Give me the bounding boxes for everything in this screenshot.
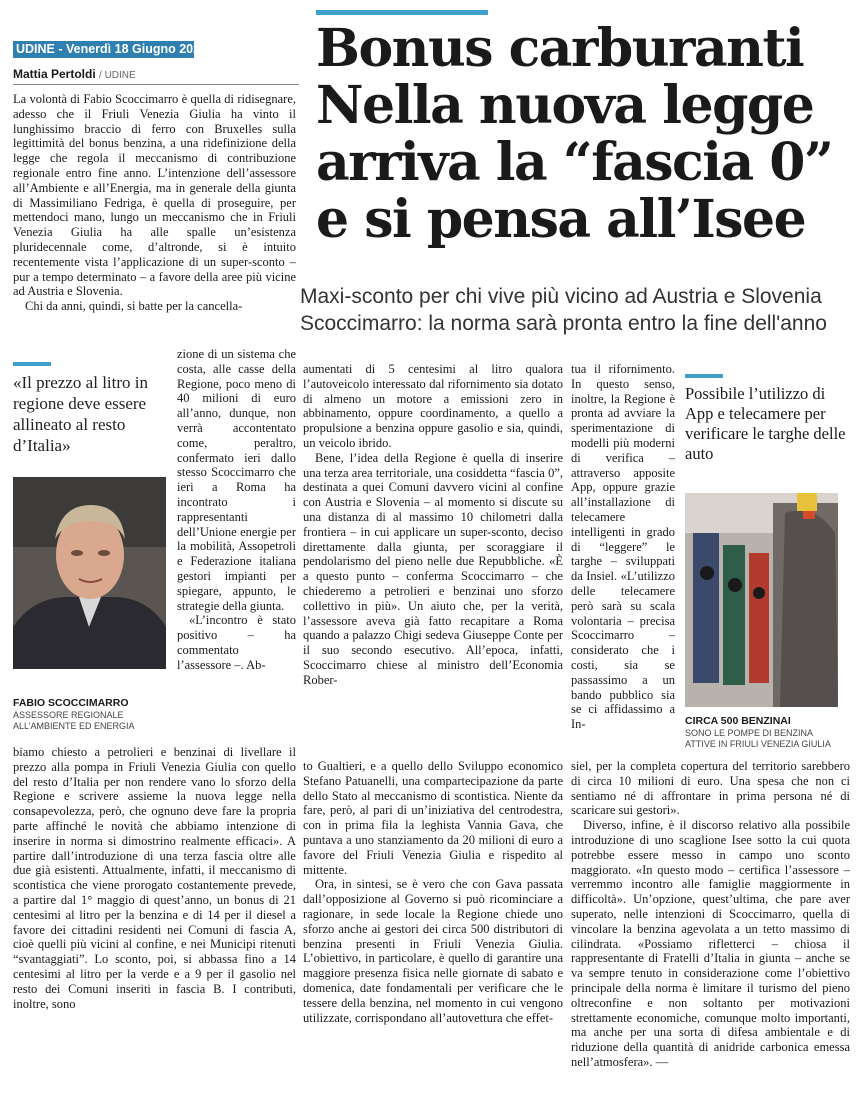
headline: Bonus carburanti Nella nuova legge arriva la “fascia 0” e si pensa all’Isee	[316, 18, 833, 250]
accent-rule	[316, 10, 488, 15]
author-location: / UDINE	[99, 70, 136, 81]
subheadline-line-2: Scoccimarro: la norma sarà pronta entro la fine dell'anno	[300, 312, 827, 335]
sidebar-accent	[685, 374, 723, 378]
portrait-caption-name: FABIO SCOCCIMARRO	[13, 697, 129, 709]
author-name: Mattia Pertoldi	[13, 67, 96, 81]
pump-caption-role-2: ATTIVE IN FRIULI VENEZIA GIULIA	[685, 739, 831, 749]
column-4-paragraph: Diverso, infine, è il discorso relativo alla possibile introduzione di uno scaglione Isee sotto la cui quota potrebbe essere messo in campo uno sconto maggiorato. «In questo modo – certifica l’assessore – verremmo incontro alle famiglie maggiormente in difficoltà». Un’opzione, quest’ultima, che pare aver superato, nelle intenzioni di Scoccimarro, quella di vincolare la benzina agevolata a un tetto massimo di cilindrata. «Possiamo rifletterci – chiosa il rappresentante di Fratelli d’Italia in giunta – anche se va sempre tenuto in considerazione come l’obiettivo principale della norma è limitare il turismo del pieno oltreconfine e non soltanto per motivazioni strettamente economiche, comunque molto importanti, ma anche per una sorta di difesa ambientale e di riduzione della quantità di anidride carbonica emessa nell’atmosfera». —	[571, 818, 850, 1069]
column-1-text: biamo chiesto a petrolieri e benzinai di livellare il prezzo alla pompa in Friuli Venezia Giulia con quello del resto d’Italia per non rendere vano lo sforzo della Regione e scrivere assieme la nuova legge nella consapevolezza, però, che ognuno deve fare la propria parte affinché le novità che abbiamo intenzione di inserire in norma si dimostrino realmente efficaci». A partire dall’introduzione di una terza fascia oltre alle due già esistenti. Attualmente, infatti, il meccanismo di scontistica che viene prorogato costantemente prevede, a partire dal 1° maggio di quest’anno, un bonus di 21 centesimi al litro per la benzina e di 14 per il diesel a favore dei cittadini residenti nei Comuni di fascia A, cioè quelli più vicini al confine, e nei Municipi ritenuti “svantaggiati”. Lo sconto, poi, si abbassa fino a 14 centesimi al litro per la verde e a 9 per il gasolio nel resto dei Comuni inseriti in fascia B. I contributi, inoltre, sono	[13, 745, 296, 1011]
quote-accent	[13, 362, 51, 366]
narrow-column	[177, 347, 296, 673]
column-3-text: tua il rifornimento. In questo senso, inoltre, la Regione è pronta ad avviare la sperimentazione di modelli più moderni di verifica – attraverso apposite App, oppure grazie all’installazione di telecamere intelligenti in grado di “leggere” le targhe – sviluppati da Insiel. «L’utilizzo delle telecamere però sarà su scala volontaria – precisa Scoccimarro – considerato che i costi, sia se passassimo a un bando pubblico sia se ci affidassimo a In-	[571, 362, 675, 732]
narrow-column-text: zione di un sistema che costa, alle casse della Regione, poco meno di 40 milioni di euro all’anno, dunque, non verrà accontentato come, peraltro, confermato ieri dallo stesso Scoccimarro che ieri a Roma ha incontrato i rappresentanti dell’Unione energie per la mobilità, Assopetroli e Federazione italiana gestori impianti per spiegare, appunto, le strategie della giunta.	[177, 347, 296, 613]
column-2-top	[303, 362, 563, 688]
intro-paragraph-2: Chi da anni, quindi, si batte per la cancella-	[25, 299, 243, 314]
portrait-caption-role-1: ASSESSORE REGIONALE	[13, 710, 124, 720]
pump-caption-name: CIRCA 500 BENZINAI	[685, 715, 791, 727]
column-3-narrow	[571, 362, 675, 732]
column-1-bottom	[13, 745, 296, 1011]
column-4-bottom	[571, 759, 850, 1070]
portrait-caption-role-2: ALL’AMBIENTE ED ENERGIA	[13, 721, 135, 731]
fuel-pump-image	[685, 493, 838, 707]
portrait-image	[13, 477, 166, 669]
column-2-bottom-text: to Gualtieri, e a quello dello Sviluppo economico Stefano Patuanelli, una compartecipazione da parte dello Stato al meccanismo di scontistica. Niente da fare, però, al pari di un’iniziativa del centrodestra, con in prima fila la leghista Vannia Gava, che puntava a uno stanziamento da 20 milioni di euro a favore del Friuli Venezia Giulia e rispedito al mittente.	[303, 759, 563, 877]
intro-paragraph: La volontà di Fabio Scoccimarro è quella di ridisegnare, adesso che il Friuli Venezia Giulia ha vinto il lunghissimo braccio di ferro con Bruxelles sulla legittimità del bonus benzina, a una ridefinizione della legge che regola il meccanismo di contribuzione regionale entro fine anno. L’intenzione dell’assessore all’Ambiente e all’Energia, ma in generale della giunta di Massimiliano Fedriga, è quella di proseguire, per mettendoci mano, lungo un meccanismo che in Friuli Venezia Giulia ha alle spalle un’esistenza pluridecennale come, d’altronde, si è intuito recentemente vista l’applicazione di un super-sconto – pur a tempo determinato – a favore della aree più vicine ad Austria e Slovenia.	[13, 92, 296, 299]
portrait-photo	[13, 477, 166, 669]
pump-caption-role-1: SONO LE POMPE DI BENZINA	[685, 728, 814, 738]
column-2-text: aumentati di 5 centesimi al litro qualora l’autoveicolo interessato dal rifornimento sia dotato di almeno un motore a emissioni zero in abbinamento, oppure coordinamento, a quello a propulsione a benzina oppure gasolio e sia, quindi, un veicolo ibrido.	[303, 362, 563, 450]
column-2-bottom-paragraph: Ora, in sintesi, se è vero che con Gava passata dall’opposizione al Governo si può ricominciare a ragionare, in sede locale la Regione chiede uno sforzo anche ai gestori dei circa 500 distributori di benzina presenti in Friuli Venezia Giulia. L’obiettivo, in particolare, è quello di garantire una maggiore presenza fisica nelle giornate di sabato e domenica, date fondamentali per verificare che le tessere della benzina, nel momento in cui vengono utilizzate, corrispondano all’autovettura che effet-	[303, 877, 563, 1025]
byline-divider	[13, 84, 299, 85]
fuel-pump-photo	[685, 493, 838, 707]
sidebar-title: Possibile l’utilizzo di App e telecamere per verificare le targhe delle auto	[685, 384, 846, 463]
narrow-column-quote: «L’incontro è stato positivo – ha commentato l’assessore –. Ab-	[177, 613, 296, 672]
pull-quote: «Il prezzo al litro in regione deve essere allineato al resto d’Italia»	[13, 373, 149, 455]
subheadline-line-1: Maxi-sconto per chi vive più vicino ad Austria e Slovenia	[300, 285, 822, 308]
article-intro	[13, 92, 296, 314]
column-2-paragraph: Bene, l’idea della Regione è quella di inserire una terza area territoriale, una cosiddetta “fascia 0”, destinata a quei Comuni davvero vicini al confine con Austria e Slovenia – al momento si discute su una distanza di al massimo 10 chilometri dalla frontiera – in cui applicare un super-sconto, deciso direttamente dalla giunta, per scoraggiare il pendolarismo del pieno nelle due Repubbliche. «È a questo punto – conferma Scoccimarro – che chiederemo a petrolieri e benzinai uno sforzo collettivo in più». Un aiuto che, per la verità, l’assessore aveva già fatto recapitare a Roma quando a palazzo Chigi sedeva Giuseppe Conte per il suo secondo esecutivo. All’epoca, infatti, Scoccimarro chiese al ministro dell’Economia Rober-	[303, 450, 563, 687]
subheadline	[300, 283, 860, 337]
column-2-bottom	[303, 759, 563, 1025]
byline	[13, 67, 136, 81]
dateline: UDINE - Venerdì 18 Giugno 2021	[13, 41, 194, 58]
column-4-text: siel, per la completa copertura del territorio sarebbero di circa 10 milioni di euro. Una spesa che non ci sentiamo né di affrontare in prima persona né di scaricare sui gestori».	[571, 759, 850, 818]
